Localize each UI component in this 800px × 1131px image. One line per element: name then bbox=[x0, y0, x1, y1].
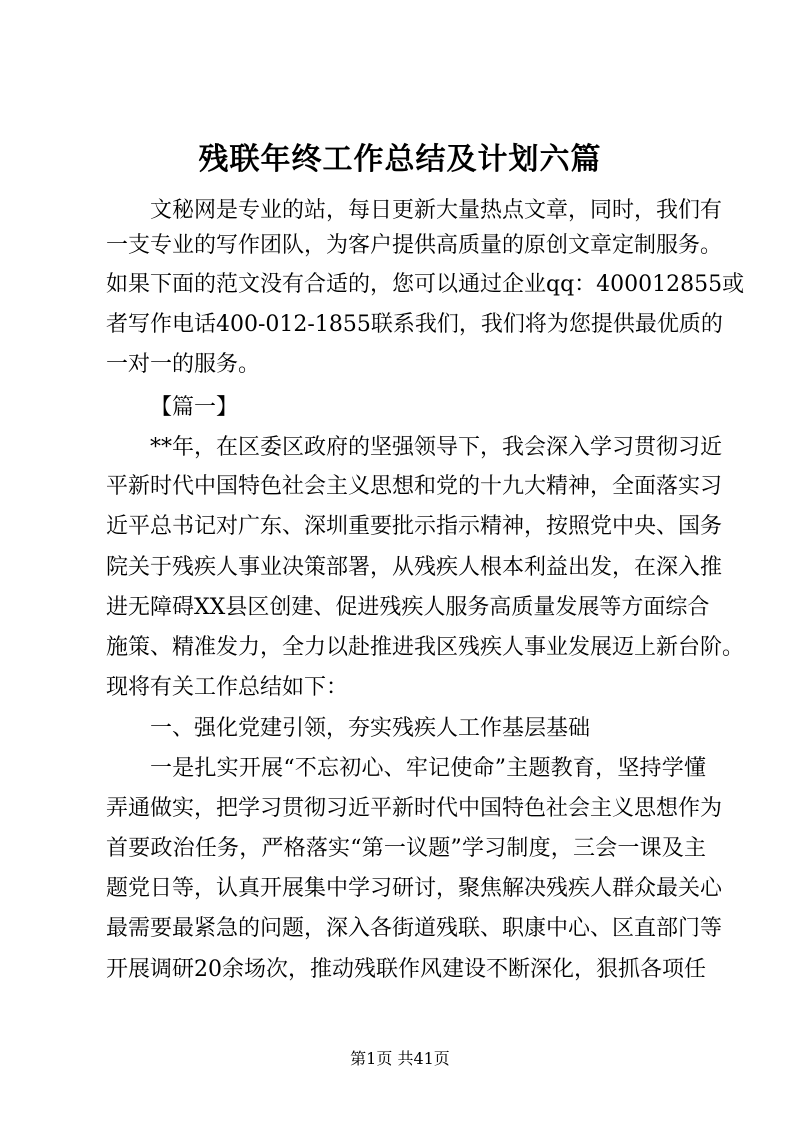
page-footer: 第1页 共41页 bbox=[350, 1049, 450, 1068]
body-line: 弄通做实，把学习贯彻习近平新时代中国特色社会主义思想作为 bbox=[106, 796, 723, 821]
body-line: 现将有关工作总结如下： bbox=[106, 675, 349, 700]
body-line: 题党日等，认真开展集中学习研讨，聚焦解决残疾人群众最关心 bbox=[106, 876, 723, 901]
body-line: 施策、精准发力，全力以赴推进我区残疾人事业发展迈上新台阶。 bbox=[106, 635, 745, 660]
body-line: 一支专业的写作团队，为客户提供高质量的原创文章定制服务。 bbox=[106, 233, 723, 258]
body-line: 如果下面的范文没有合适的，您可以通过企业qq：400012855或 bbox=[106, 272, 745, 297]
body-line: 文秘网是专业的站，每日更新大量热点文章，同时，我们有 bbox=[150, 198, 723, 223]
body-line: 首要政治任务，严格落实“第一议题”学习制度，三会一课及主 bbox=[106, 836, 706, 861]
body-line: 院关于残疾人事业决策部署，从残疾人根本利益出发，在深入推 bbox=[106, 555, 723, 580]
body-line: 开展调研20余场次，推动残联作风建设不断深化，狠抓各项任 bbox=[106, 957, 706, 982]
body-line: 者写作电话400-012-1855联系我们，我们将为您提供最优质的 bbox=[106, 312, 723, 337]
body-line: 平新时代中国特色社会主义思想和党的十九大精神，全面落实习 bbox=[106, 474, 723, 499]
section-heading: 【篇一】 bbox=[150, 395, 239, 420]
body-line: 近平总书记对广东、深圳重要批示指示精神，按照党中央、国务 bbox=[106, 514, 723, 539]
body-line: 最需要最紧急的问题，深入各街道残联、职康中心、区直部门等 bbox=[106, 916, 723, 941]
subsection-heading: 一、强化党建引领，夯实残疾人工作基层基础 bbox=[150, 716, 591, 741]
body-line: 一是扎实开展“不忘初心、牢记使命”主题教育，坚持学懂 bbox=[150, 756, 706, 781]
body-line: **年，在区委区政府的坚强领导下，我会深入学习贯彻习近 bbox=[150, 435, 723, 460]
body-line: 一对一的服务。 bbox=[106, 352, 261, 377]
body-line: 进无障碍XX县区创建、促进残疾人服务高质量发展等方面综合 bbox=[106, 595, 710, 620]
document-title: 残联年终工作总结及计划六篇 bbox=[198, 142, 602, 177]
